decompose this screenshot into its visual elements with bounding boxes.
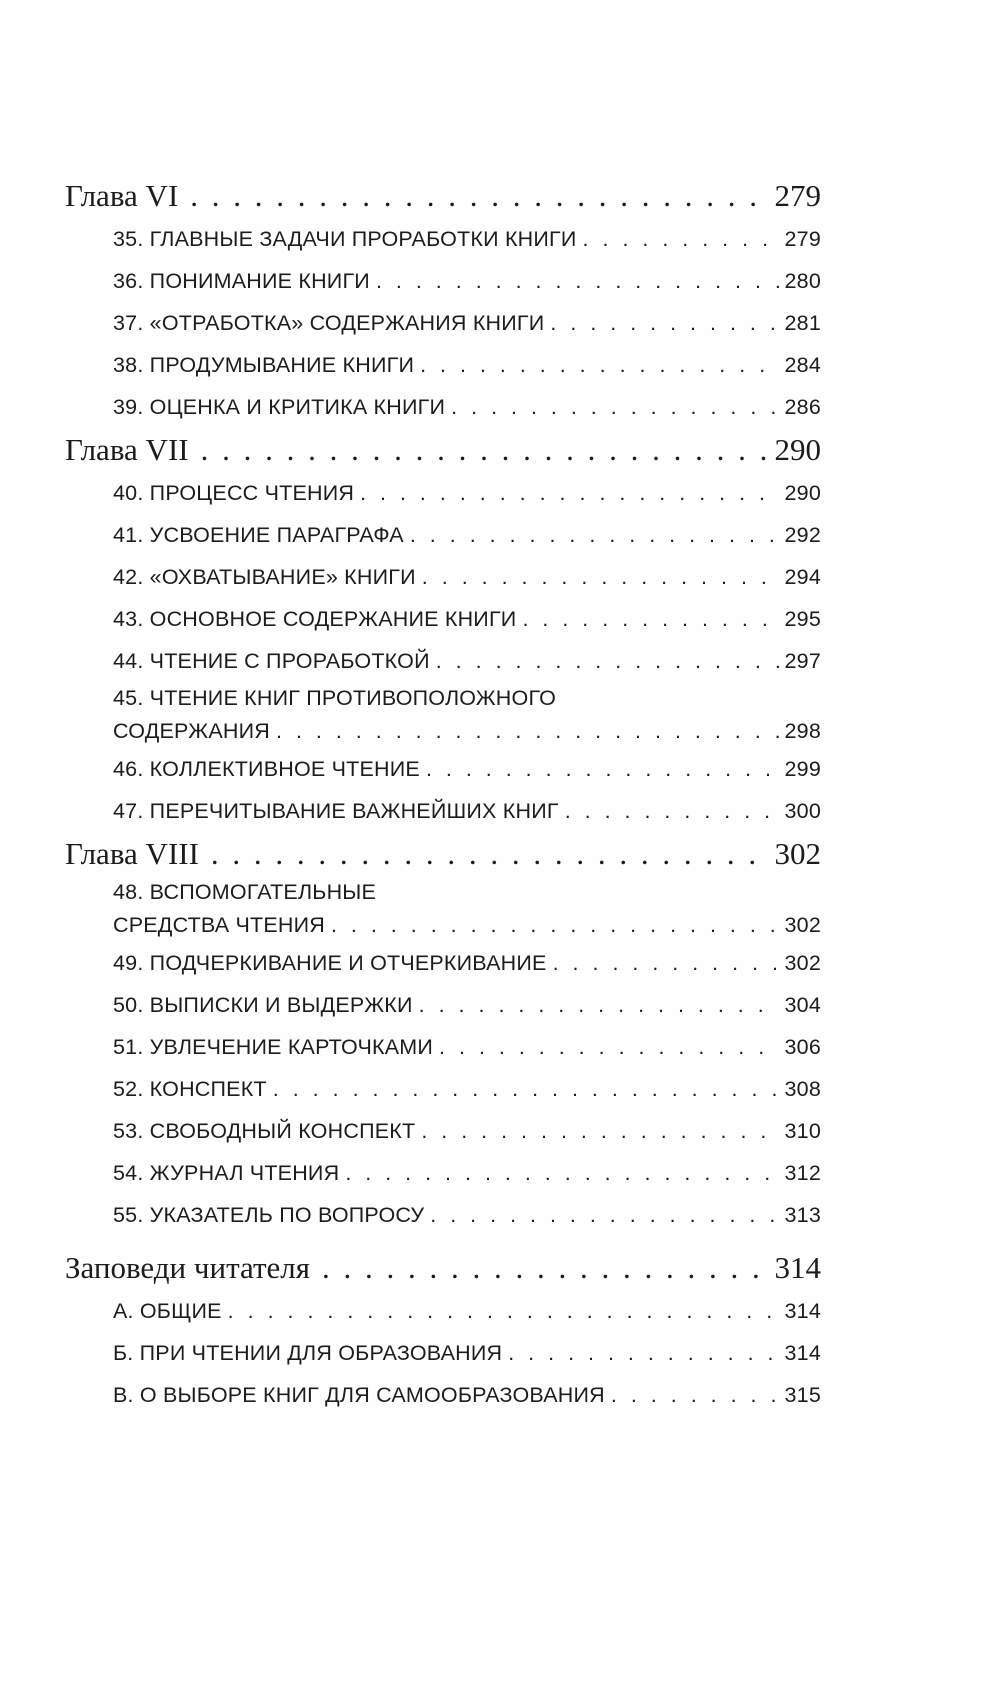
section-title: СОДЕРЖАНИЯ — [113, 719, 271, 743]
page-number: 284 — [784, 353, 821, 377]
dot-leader — [583, 218, 779, 260]
section-title: 46. КОЛЛЕКТИВНОЕ ЧТЕНИЕ — [113, 757, 420, 781]
section-title: 53. СВОБОДНЫЙ КОНСПЕКТ — [113, 1119, 416, 1143]
page-number: 315 — [784, 1383, 821, 1407]
section-title: 40. ПРОЦЕСС ЧТЕНИЯ — [113, 481, 355, 505]
page-number: 295 — [784, 607, 821, 631]
dot-leader — [565, 790, 779, 832]
page-number: 290 — [774, 432, 821, 467]
toc-entry-43[interactable] — [65, 598, 821, 640]
dot-leader — [611, 1374, 779, 1416]
dot-leader — [553, 942, 779, 984]
chapter-title: Глава VI — [65, 178, 179, 213]
dot-leader — [331, 908, 779, 942]
dot-leader — [190, 174, 770, 218]
dot-leader — [201, 428, 771, 472]
page-number: 290 — [784, 481, 821, 505]
section-title: 35. ГЛАВНЫЕ ЗАДАЧИ ПРОРАБОТКИ КНИГИ — [113, 227, 577, 251]
section-title: 36. ПОНИМАНИЕ КНИГИ — [113, 269, 370, 293]
section-title: 49. ПОДЧЕРКИВАНИЕ И ОТЧЕРКИВАНИЕ — [113, 951, 547, 975]
toc-entry-47[interactable] — [65, 790, 821, 832]
page-number: 279 — [774, 178, 821, 213]
section-title: 37. «ОТРАБОТКА» СОДЕРЖАНИЯ КНИГИ — [113, 311, 545, 335]
toc-entry-49[interactable] — [65, 942, 821, 984]
toc-entry-50[interactable] — [65, 984, 821, 1026]
page-number: 306 — [784, 1035, 821, 1059]
toc-entry-53[interactable] — [65, 1110, 821, 1152]
toc-entry-48-line1[interactable] — [65, 876, 821, 908]
dot-leader — [430, 1194, 778, 1236]
dot-leader — [439, 1026, 778, 1068]
section-title: 38. ПРОДУМЫВАНИЕ КНИГИ — [113, 353, 415, 377]
table-of-contents — [65, 174, 821, 1416]
page-number: 297 — [784, 649, 821, 673]
section-title: 43. ОСНОВНОЕ СОДЕРЖАНИЕ КНИГИ — [113, 607, 517, 631]
toc-entry-55[interactable] — [65, 1194, 821, 1236]
commandments-entry[interactable] — [65, 1246, 821, 1290]
section-title: 44. ЧТЕНИЕ С ПРОРАБОТКОЙ — [113, 649, 430, 673]
page-number: 294 — [784, 565, 821, 589]
toc-entry-54[interactable] — [65, 1152, 821, 1194]
toc-entry-a[interactable] — [65, 1290, 821, 1332]
dot-leader — [550, 302, 778, 344]
page-number: 314 — [774, 1250, 821, 1285]
section-title: 55. УКАЗАТЕЛЬ ПО ВОПРОСУ — [113, 1203, 425, 1227]
page-number: 302 — [784, 913, 821, 937]
section-title: 50. ВЫПИСКИ И ВЫДЕРЖКИ — [113, 993, 413, 1017]
page-number: 308 — [784, 1077, 821, 1101]
toc-entry-v[interactable] — [65, 1374, 821, 1416]
dot-leader — [451, 386, 778, 428]
page-number: 299 — [784, 757, 821, 781]
toc-entry-46[interactable] — [65, 748, 821, 790]
dot-leader — [322, 1246, 771, 1290]
section-title: А. ОБЩИЕ — [113, 1299, 222, 1323]
dot-leader — [360, 472, 778, 514]
section-title: 42. «ОХВАТЫВАНИЕ» КНИГИ — [113, 565, 416, 589]
chapter-title: Глава VIII — [65, 836, 199, 871]
dot-leader — [419, 984, 779, 1026]
dot-leader — [276, 714, 779, 748]
dot-leader — [508, 1332, 778, 1374]
dot-leader — [422, 556, 779, 598]
chapter-7-entry[interactable] — [65, 428, 821, 472]
dot-leader — [211, 832, 771, 876]
dot-leader — [436, 640, 779, 682]
page-number: 300 — [784, 799, 821, 823]
chapter-8-entry[interactable] — [65, 832, 821, 876]
chapter-6-entry[interactable] — [65, 174, 821, 218]
section-title: 48. ВСПОМОГАТЕЛЬНЫЕ — [113, 880, 377, 904]
page-number: 302 — [774, 836, 821, 871]
page-number: 298 — [784, 719, 821, 743]
page-number: 280 — [784, 269, 821, 293]
toc-entry-51[interactable] — [65, 1026, 821, 1068]
section-title: 51. УВЛЕЧЕНИЕ КАРТОЧКАМИ — [113, 1035, 434, 1059]
section-title: 52. КОНСПЕКТ — [113, 1077, 267, 1101]
toc-entry-39[interactable] — [65, 386, 821, 428]
dot-leader — [426, 748, 779, 790]
section-title: 47. ПЕРЕЧИТЫВАНИЕ ВАЖНЕЙШИХ КНИГ — [113, 799, 559, 823]
section-title: 39. ОЦЕНКА И КРИТИКА КНИГИ — [113, 395, 446, 419]
toc-entry-36[interactable] — [65, 260, 821, 302]
dot-leader — [522, 598, 778, 640]
page-number: 304 — [784, 993, 821, 1017]
page-number: 292 — [784, 523, 821, 547]
toc-entry-40[interactable] — [65, 472, 821, 514]
toc-entry-48-line2[interactable] — [65, 908, 821, 942]
page-number: 279 — [784, 227, 821, 251]
section-title: 54. ЖУРНАЛ ЧТЕНИЯ — [113, 1161, 340, 1185]
toc-entry-44[interactable] — [65, 640, 821, 682]
section-title: В. О ВЫБОРЕ КНИГ ДЛЯ САМООБРАЗОВАНИЯ — [113, 1383, 605, 1407]
toc-entry-52[interactable] — [65, 1068, 821, 1110]
dot-leader — [410, 514, 779, 556]
toc-entry-35[interactable] — [65, 218, 821, 260]
dot-leader — [273, 1068, 779, 1110]
page-number: 312 — [784, 1161, 821, 1185]
page-number: 310 — [784, 1119, 821, 1143]
page-number: 302 — [784, 951, 821, 975]
toc-entry-42[interactable] — [65, 556, 821, 598]
page-number: 314 — [784, 1299, 821, 1323]
dot-leader — [345, 1152, 778, 1194]
dot-leader — [421, 1110, 778, 1152]
section-title: СРЕДСТВА ЧТЕНИЯ — [113, 913, 325, 937]
dot-leader — [228, 1290, 779, 1332]
page-number: 314 — [784, 1341, 821, 1365]
page-number: 313 — [784, 1203, 821, 1227]
chapter-title: Глава VII — [65, 432, 189, 467]
dot-leader — [376, 260, 779, 302]
toc-entry-41[interactable] — [65, 514, 821, 556]
toc-entry-45-line2[interactable] — [65, 714, 821, 748]
section-title: Б. ПРИ ЧТЕНИИ ДЛЯ ОБРАЗОВАНИЯ — [113, 1341, 503, 1365]
page-number: 281 — [784, 311, 821, 335]
section-title: 41. УСВОЕНИЕ ПАРАГРАФА — [113, 523, 404, 547]
section-title: 45. ЧТЕНИЕ КНИГ ПРОТИВОПОЛОЖНОГО — [113, 686, 557, 710]
dot-leader — [420, 344, 778, 386]
toc-entry-37[interactable] — [65, 302, 821, 344]
toc-entry-45-line1[interactable] — [65, 682, 821, 714]
chapter-title: Заповеди читателя — [65, 1250, 310, 1285]
page-number: 286 — [784, 395, 821, 419]
toc-entry-38[interactable] — [65, 344, 821, 386]
toc-entry-b[interactable] — [65, 1332, 821, 1374]
